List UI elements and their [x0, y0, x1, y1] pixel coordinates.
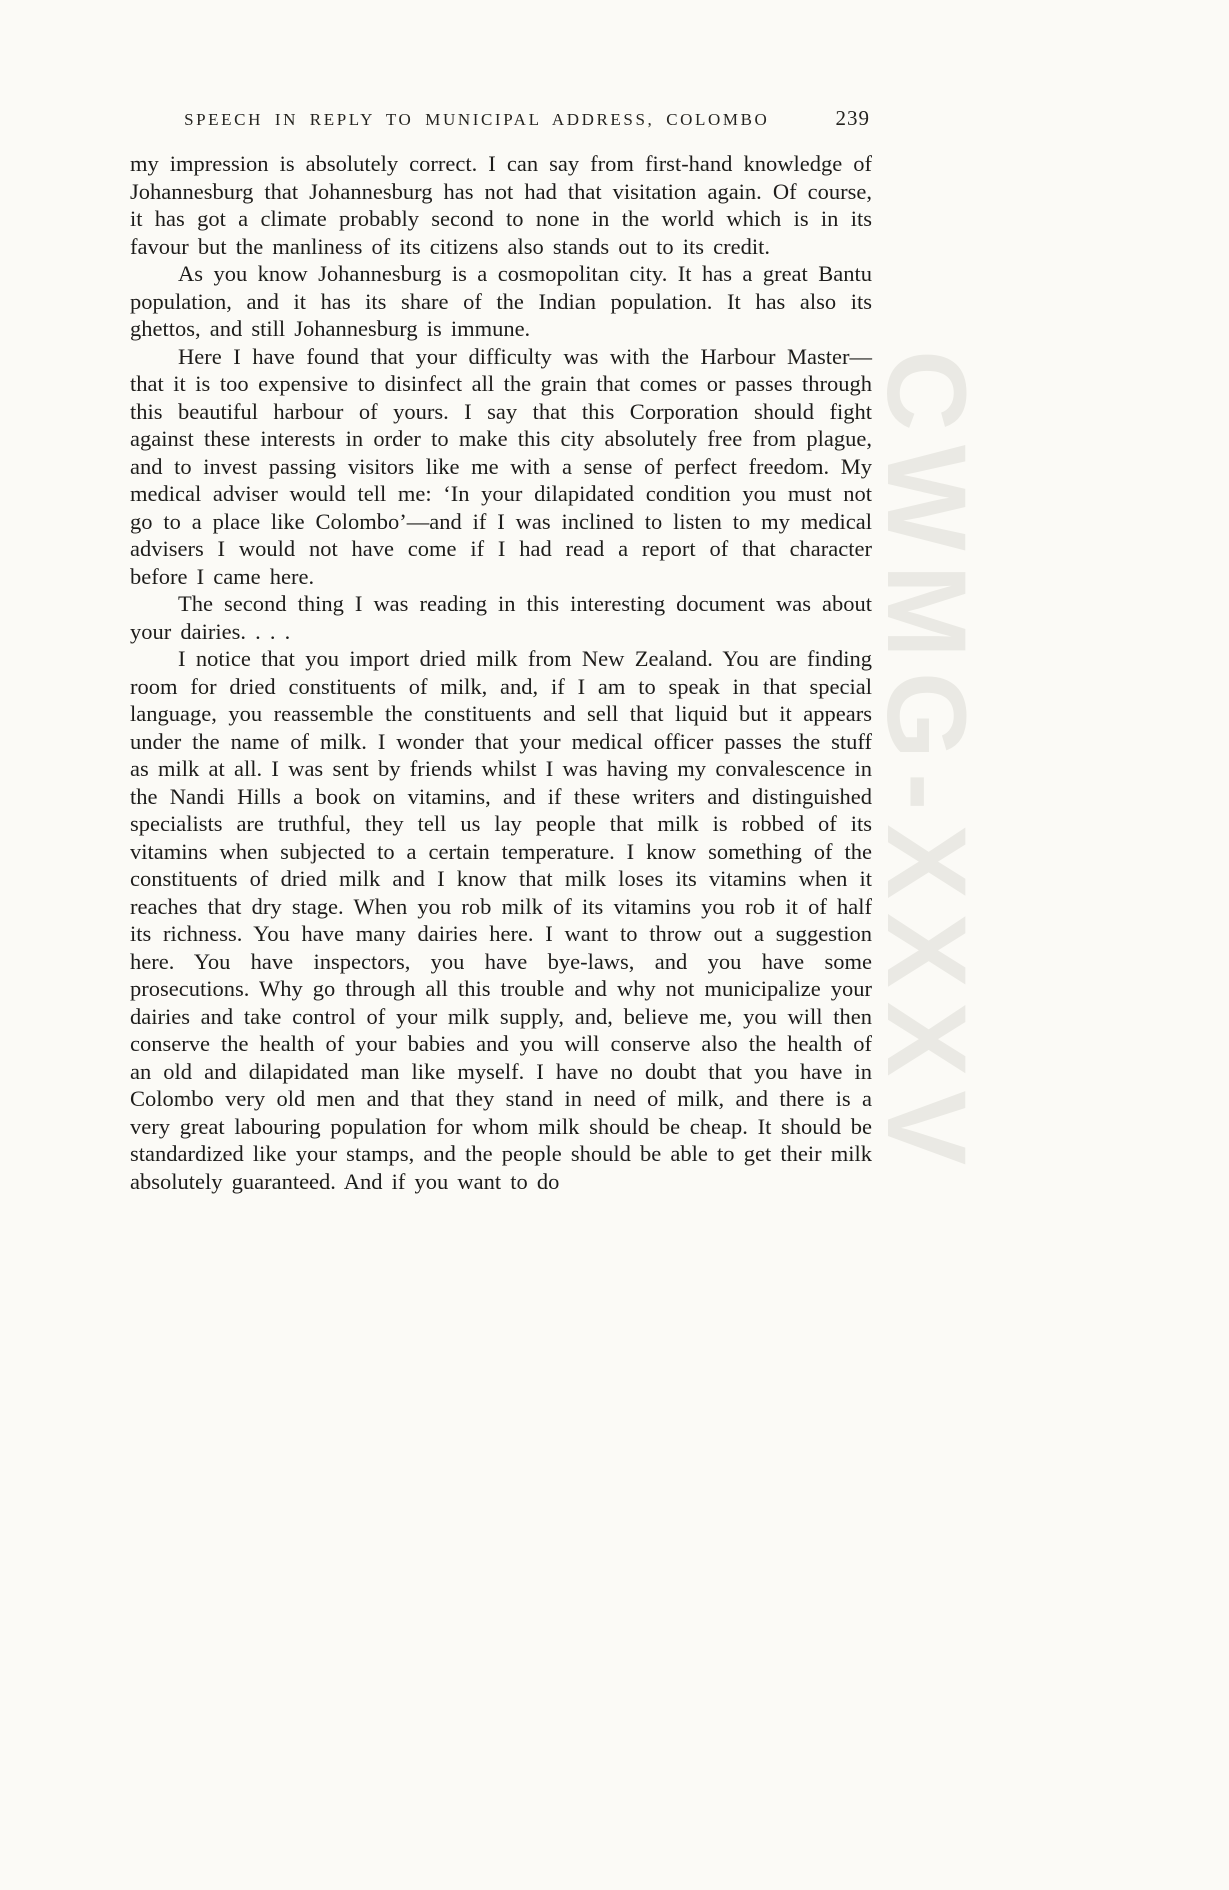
body-text-block — [130, 150, 872, 1195]
body-paragraph: I notice that you import dried milk from New Zealand. You are finding room for dried constituents of milk, and, if I am to speak in that special language, you reassemble the constituents and sell that liquid but it appears under the name of milk. I wonder that your medical officer passes the stuff as milk at all. I was sent by friends whilst I was having my convalescence in the Nandi Hills a book on vitamins, and if these writers and distinguished specialists are truthful, they tell us lay people that milk is robbed of its vitamins when subjected to a certain temperature. I know something of the constituents of dried milk and I know that milk loses its vitamins when it reaches that dry stage. When you rob milk of its vitamins you rob it of half its richness. You have many dairies here. I want to throw out a suggestion here. You have inspectors, you have bye-laws, and you have some prosecutions. Why go through all this trouble and why not municipalize your dairies and take control of your milk supply, and, believe me, you will then conserve the health of your babies and you will conserve also the health of an old and dilapidated man like myself. I have no doubt that you have in Colombo very old men and that they stand in need of milk, and there is a very great labouring population for whom milk should be cheap. It should be standardized like your stamps, and the people should be able to get their milk absolutely guaranteed. And if you want to do — [130, 646, 872, 1194]
watermark-text: CWMG-XXXV — [864, 350, 989, 1180]
body-paragraph: As you know Johannesburg is a cosmopolitan city. It has a great Bantu population, and it has its share of the Indian population. It has also its ghettos, and still Johannesburg is immune. — [130, 261, 872, 341]
body-paragraph: Here I have found that your difficulty was with the Harbour Master—that it is too expensive to disinfect all the grain that comes or passes through this beautiful harbour of yours. I say that this Corporation should fight against these interests in order to make this city absolutely free from plague, and to invest passing visitors like me with a sense of perfect freedom. My medical adviser would tell me: ‘In your dilapidated condition you must not go to a place like Colombo’—and if I was inclined to listen to my medical advisers I would not have come if I had read a report of that character before I came here. — [130, 343, 872, 589]
running-head — [130, 106, 870, 131]
body-paragraph: The second thing I was reading in this interesting document was about your dairies. . . . — [130, 591, 872, 644]
page-header-title: SPEECH IN REPLY TO MUNICIPAL ADDRESS, COLOMBO — [184, 110, 770, 129]
body-paragraph: my impression is absolutely correct. I can say from first-hand knowledge of Johannesburg that Johannesburg has not had that visitation again. Of course, it has got a climate probably second to none in the world which is in its favour but the manliness of its citizens also stands out to its credit. — [130, 151, 872, 259]
page-number: 239 — [835, 106, 870, 130]
